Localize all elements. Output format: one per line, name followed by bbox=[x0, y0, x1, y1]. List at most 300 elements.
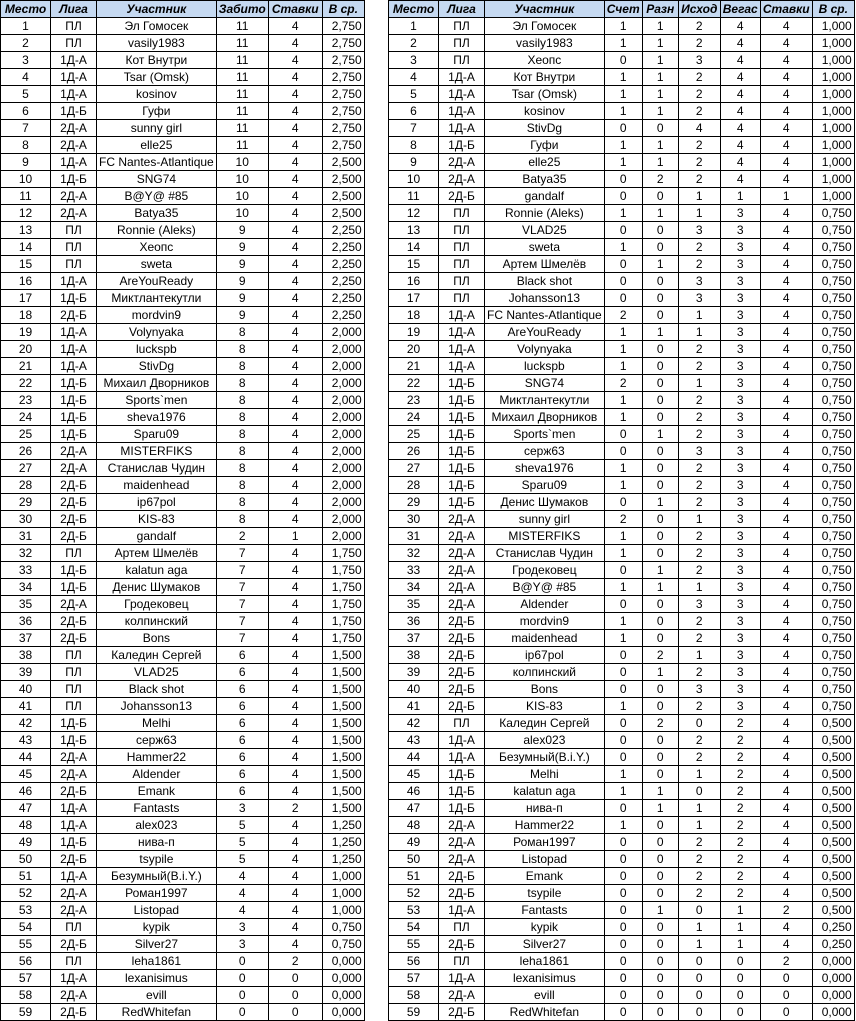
cell-league: 2Д-Б bbox=[51, 783, 97, 800]
cell-difference: 0 bbox=[642, 511, 678, 528]
cell-bets: 4 bbox=[268, 239, 322, 256]
table-row bbox=[1, 324, 365, 341]
cell-league: 2Д-А bbox=[51, 596, 97, 613]
cell-vegas: 3 bbox=[720, 698, 760, 715]
cell-goals: 9 bbox=[216, 239, 268, 256]
cell-difference: 0 bbox=[642, 239, 678, 256]
cell-outcome: 2 bbox=[678, 256, 720, 273]
cell-goals: 11 bbox=[216, 35, 268, 52]
cell-participant: Emank bbox=[97, 783, 217, 800]
cell-average: 2,000 bbox=[322, 511, 364, 528]
cell-league: 2Д-Б bbox=[51, 613, 97, 630]
cell-place: 47 bbox=[1, 800, 51, 817]
cell-bets: 4 bbox=[760, 596, 812, 613]
cell-score: 1 bbox=[604, 18, 642, 35]
table-row bbox=[1, 443, 365, 460]
cell-place: 54 bbox=[1, 919, 51, 936]
cell-participant: Эл Гомосек bbox=[485, 18, 605, 35]
cell-league: 2Д-А bbox=[51, 137, 97, 154]
cell-goals: 6 bbox=[216, 715, 268, 732]
cell-bets: 4 bbox=[760, 290, 812, 307]
cell-place: 34 bbox=[389, 579, 439, 596]
cell-league: 2Д-Б bbox=[439, 664, 485, 681]
cell-place: 53 bbox=[389, 902, 439, 919]
cell-average: 2,000 bbox=[322, 358, 364, 375]
table-row bbox=[1, 766, 365, 783]
cell-score: 2 bbox=[604, 375, 642, 392]
cell-average: 0,750 bbox=[812, 222, 854, 239]
cell-bets: 4 bbox=[760, 817, 812, 834]
cell-difference: 0 bbox=[642, 460, 678, 477]
cell-average: 2,000 bbox=[322, 528, 364, 545]
cell-league: 1Д-Б bbox=[439, 800, 485, 817]
cell-difference: 1 bbox=[642, 154, 678, 171]
cell-participant: Johansson13 bbox=[97, 698, 217, 715]
cell-average: 0,750 bbox=[812, 205, 854, 222]
cell-league: 1Д-Б bbox=[51, 579, 97, 596]
cell-outcome: 2 bbox=[678, 392, 720, 409]
cell-place: 14 bbox=[389, 239, 439, 256]
cell-average: 2,750 bbox=[322, 120, 364, 137]
table-row bbox=[389, 664, 855, 681]
cell-outcome: 2 bbox=[678, 885, 720, 902]
cell-league: 1Д-А bbox=[439, 307, 485, 324]
cell-league: 1Д-А bbox=[51, 970, 97, 987]
cell-outcome: 3 bbox=[678, 52, 720, 69]
cell-bets: 2 bbox=[760, 953, 812, 970]
cell-place: 7 bbox=[389, 120, 439, 137]
cell-place: 5 bbox=[389, 86, 439, 103]
cell-goals: 6 bbox=[216, 681, 268, 698]
cell-place: 32 bbox=[389, 545, 439, 562]
cell-league: 1Д-Б bbox=[439, 375, 485, 392]
cell-goals: 8 bbox=[216, 341, 268, 358]
cell-average: 0,750 bbox=[812, 392, 854, 409]
cell-outcome: 2 bbox=[678, 834, 720, 851]
cell-vegas: 1 bbox=[720, 936, 760, 953]
cell-participant: RedWhitefan bbox=[485, 1004, 605, 1021]
cell-vegas: 4 bbox=[720, 103, 760, 120]
cell-league: 1Д-Б bbox=[51, 392, 97, 409]
cell-average: 1,750 bbox=[322, 545, 364, 562]
cell-difference: 1 bbox=[642, 256, 678, 273]
cell-average: 1,250 bbox=[322, 834, 364, 851]
header-bets: Ставки bbox=[760, 1, 812, 18]
cell-score: 0 bbox=[604, 52, 642, 69]
cell-place: 22 bbox=[389, 375, 439, 392]
cell-average: 1,750 bbox=[322, 613, 364, 630]
cell-difference: 0 bbox=[642, 443, 678, 460]
cell-place: 51 bbox=[389, 868, 439, 885]
cell-participant: Артем Шмелёв bbox=[97, 545, 217, 562]
cell-score: 0 bbox=[604, 256, 642, 273]
cell-participant: VLAD25 bbox=[485, 222, 605, 239]
cell-bets: 4 bbox=[760, 936, 812, 953]
table-row bbox=[389, 783, 855, 800]
cell-bets: 4 bbox=[268, 188, 322, 205]
table-row bbox=[389, 171, 855, 188]
cell-bets: 4 bbox=[268, 902, 322, 919]
table-body bbox=[389, 18, 855, 1021]
cell-goals: 0 bbox=[216, 970, 268, 987]
cell-goals: 10 bbox=[216, 205, 268, 222]
cell-place: 18 bbox=[389, 307, 439, 324]
cell-bets: 4 bbox=[760, 341, 812, 358]
cell-league: 1Д-Б bbox=[51, 732, 97, 749]
cell-bets: 4 bbox=[760, 35, 812, 52]
cell-outcome: 2 bbox=[678, 18, 720, 35]
cell-place: 39 bbox=[389, 664, 439, 681]
cell-goals: 6 bbox=[216, 664, 268, 681]
table-row bbox=[1, 800, 365, 817]
cell-goals: 10 bbox=[216, 188, 268, 205]
cell-goals: 11 bbox=[216, 52, 268, 69]
cell-vegas: 2 bbox=[720, 851, 760, 868]
cell-vegas: 3 bbox=[720, 613, 760, 630]
cell-difference: 1 bbox=[642, 205, 678, 222]
cell-bets: 4 bbox=[268, 137, 322, 154]
cell-league: ПЛ bbox=[439, 35, 485, 52]
header-row bbox=[1, 1, 365, 18]
cell-place: 44 bbox=[1, 749, 51, 766]
cell-goals: 6 bbox=[216, 783, 268, 800]
cell-league: ПЛ bbox=[51, 698, 97, 715]
cell-score: 0 bbox=[604, 987, 642, 1004]
cell-participant: sheva1976 bbox=[485, 460, 605, 477]
scoring-table-detail bbox=[388, 0, 855, 1021]
cell-average: 0,500 bbox=[812, 783, 854, 800]
cell-place: 11 bbox=[1, 188, 51, 205]
cell-score: 0 bbox=[604, 494, 642, 511]
cell-average: 0,750 bbox=[812, 256, 854, 273]
cell-average: 0,750 bbox=[812, 647, 854, 664]
cell-place: 46 bbox=[389, 783, 439, 800]
cell-place: 56 bbox=[1, 953, 51, 970]
cell-score: 1 bbox=[604, 409, 642, 426]
cell-league: ПЛ bbox=[51, 18, 97, 35]
cell-goals: 7 bbox=[216, 630, 268, 647]
cell-average: 2,250 bbox=[322, 290, 364, 307]
cell-participant: StivDg bbox=[485, 120, 605, 137]
cell-difference: 0 bbox=[642, 290, 678, 307]
cell-participant: maidenhead bbox=[97, 477, 217, 494]
table-row bbox=[1, 494, 365, 511]
cell-participant: Артем Шмелёв bbox=[485, 256, 605, 273]
cell-score: 0 bbox=[604, 664, 642, 681]
cell-place: 2 bbox=[1, 35, 51, 52]
table-row bbox=[389, 35, 855, 52]
cell-average: 0,500 bbox=[812, 732, 854, 749]
cell-league: 2Д-А bbox=[439, 562, 485, 579]
cell-participant: SNG74 bbox=[485, 375, 605, 392]
table-row bbox=[1, 749, 365, 766]
cell-league: 2Д-Б bbox=[439, 647, 485, 664]
cell-goals: 6 bbox=[216, 732, 268, 749]
cell-participant: Станислав Чудин bbox=[97, 460, 217, 477]
table-header bbox=[389, 1, 855, 18]
cell-participant: Sparu09 bbox=[97, 426, 217, 443]
cell-score: 0 bbox=[604, 715, 642, 732]
cell-bets: 4 bbox=[268, 732, 322, 749]
cell-average: 2,250 bbox=[322, 307, 364, 324]
cell-participant: RedWhitefan bbox=[97, 1004, 217, 1021]
cell-participant: luckspb bbox=[485, 358, 605, 375]
table-row bbox=[389, 52, 855, 69]
cell-vegas: 3 bbox=[720, 375, 760, 392]
cell-participant: Bons bbox=[485, 681, 605, 698]
cell-place: 40 bbox=[389, 681, 439, 698]
cell-average: 0,000 bbox=[322, 987, 364, 1004]
cell-participant: SNG74 bbox=[97, 171, 217, 188]
cell-vegas: 3 bbox=[720, 426, 760, 443]
cell-vegas: 2 bbox=[720, 732, 760, 749]
cell-bets: 4 bbox=[268, 171, 322, 188]
header-difference: Разн bbox=[642, 1, 678, 18]
cell-goals: 0 bbox=[216, 987, 268, 1004]
cell-participant: Sports`men bbox=[97, 392, 217, 409]
cell-participant: kosinov bbox=[97, 86, 217, 103]
cell-vegas: 1 bbox=[720, 902, 760, 919]
cell-participant: kalatun aga bbox=[485, 783, 605, 800]
cell-vegas: 1 bbox=[720, 188, 760, 205]
cell-bets: 4 bbox=[760, 307, 812, 324]
cell-league: 2Д-Б bbox=[439, 630, 485, 647]
cell-bets: 4 bbox=[760, 205, 812, 222]
cell-bets: 4 bbox=[268, 647, 322, 664]
cell-place: 24 bbox=[1, 409, 51, 426]
cell-league: 1Д-А bbox=[439, 120, 485, 137]
table-row bbox=[1, 290, 365, 307]
cell-league: 1Д-А bbox=[51, 800, 97, 817]
cell-vegas: 3 bbox=[720, 409, 760, 426]
cell-vegas: 0 bbox=[720, 1004, 760, 1021]
cell-bets: 4 bbox=[268, 477, 322, 494]
cell-score: 0 bbox=[604, 562, 642, 579]
cell-score: 1 bbox=[604, 205, 642, 222]
cell-place: 15 bbox=[389, 256, 439, 273]
cell-place: 9 bbox=[389, 154, 439, 171]
cell-league: ПЛ bbox=[439, 715, 485, 732]
cell-score: 1 bbox=[604, 698, 642, 715]
cell-score: 1 bbox=[604, 579, 642, 596]
cell-difference: 0 bbox=[642, 188, 678, 205]
table-row bbox=[1, 545, 365, 562]
cell-vegas: 4 bbox=[720, 18, 760, 35]
cell-vegas: 3 bbox=[720, 358, 760, 375]
cell-score: 1 bbox=[604, 783, 642, 800]
cell-bets: 0 bbox=[268, 987, 322, 1004]
cell-bets: 4 bbox=[760, 766, 812, 783]
cell-bets: 4 bbox=[760, 392, 812, 409]
cell-score: 0 bbox=[604, 936, 642, 953]
cell-score: 0 bbox=[604, 188, 642, 205]
cell-place: 17 bbox=[389, 290, 439, 307]
cell-score: 0 bbox=[604, 290, 642, 307]
cell-goals: 9 bbox=[216, 256, 268, 273]
table-row bbox=[389, 511, 855, 528]
cell-participant: Batya35 bbox=[97, 205, 217, 222]
cell-vegas: 2 bbox=[720, 715, 760, 732]
cell-average: 0,000 bbox=[322, 953, 364, 970]
cell-participant: sweta bbox=[97, 256, 217, 273]
cell-score: 1 bbox=[604, 630, 642, 647]
cell-average: 1,000 bbox=[322, 902, 364, 919]
cell-league: 1Д-А bbox=[51, 358, 97, 375]
cell-league: 1Д-Б bbox=[439, 460, 485, 477]
cell-participant: Гуфи bbox=[485, 137, 605, 154]
cell-average: 0,000 bbox=[812, 970, 854, 987]
cell-bets: 4 bbox=[268, 256, 322, 273]
table-row bbox=[1, 392, 365, 409]
table-row bbox=[389, 69, 855, 86]
cell-difference: 1 bbox=[642, 103, 678, 120]
cell-difference: 0 bbox=[642, 885, 678, 902]
cell-league: ПЛ bbox=[51, 545, 97, 562]
cell-league: 2Д-Б bbox=[51, 851, 97, 868]
table-row bbox=[389, 256, 855, 273]
cell-average: 1,500 bbox=[322, 766, 364, 783]
cell-difference: 0 bbox=[642, 936, 678, 953]
cell-place: 22 bbox=[1, 375, 51, 392]
cell-place: 57 bbox=[1, 970, 51, 987]
cell-average: 0,750 bbox=[812, 494, 854, 511]
cell-league: 1Д-А bbox=[51, 324, 97, 341]
cell-difference: 0 bbox=[642, 834, 678, 851]
table-row bbox=[389, 902, 855, 919]
cell-goals: 11 bbox=[216, 18, 268, 35]
cell-place: 24 bbox=[389, 409, 439, 426]
cell-place: 1 bbox=[1, 18, 51, 35]
cell-difference: 2 bbox=[642, 715, 678, 732]
cell-participant: Hammer22 bbox=[97, 749, 217, 766]
cell-participant: Johansson13 bbox=[485, 290, 605, 307]
cell-participant: Роман1997 bbox=[97, 885, 217, 902]
cell-bets: 4 bbox=[268, 664, 322, 681]
cell-league: 2Д-А bbox=[439, 851, 485, 868]
cell-average: 0,750 bbox=[812, 528, 854, 545]
cell-outcome: 1 bbox=[678, 936, 720, 953]
cell-average: 1,750 bbox=[322, 596, 364, 613]
cell-participant: sunny girl bbox=[485, 511, 605, 528]
cell-place: 42 bbox=[1, 715, 51, 732]
cell-bets: 0 bbox=[760, 987, 812, 1004]
cell-participant: Станислав Чудин bbox=[485, 545, 605, 562]
cell-bets: 4 bbox=[760, 137, 812, 154]
table-row bbox=[389, 273, 855, 290]
table-row bbox=[1, 120, 365, 137]
cell-average: 2,000 bbox=[322, 494, 364, 511]
cell-score: 1 bbox=[604, 477, 642, 494]
cell-place: 30 bbox=[389, 511, 439, 528]
cell-vegas: 3 bbox=[720, 664, 760, 681]
cell-league: 2Д-А bbox=[439, 154, 485, 171]
cell-league: 1Д-А bbox=[51, 273, 97, 290]
cell-place: 27 bbox=[1, 460, 51, 477]
cell-difference: 1 bbox=[642, 69, 678, 86]
cell-participant: Volynyaka bbox=[485, 341, 605, 358]
cell-average: 0,750 bbox=[812, 375, 854, 392]
cell-vegas: 4 bbox=[720, 171, 760, 188]
cell-league: 1Д-Б bbox=[51, 103, 97, 120]
cell-vegas: 3 bbox=[720, 256, 760, 273]
cell-participant: B@Y@ #85 bbox=[485, 579, 605, 596]
cell-place: 37 bbox=[1, 630, 51, 647]
cell-outcome: 1 bbox=[678, 375, 720, 392]
cell-score: 0 bbox=[604, 902, 642, 919]
cell-outcome: 1 bbox=[678, 766, 720, 783]
cell-bets: 4 bbox=[268, 154, 322, 171]
cell-league: 2Д-А bbox=[439, 511, 485, 528]
header-outcome: Исход bbox=[678, 1, 720, 18]
cell-average: 0,500 bbox=[812, 715, 854, 732]
cell-score: 1 bbox=[604, 613, 642, 630]
cell-place: 59 bbox=[1, 1004, 51, 1021]
cell-score: 1 bbox=[604, 239, 642, 256]
cell-difference: 1 bbox=[642, 35, 678, 52]
cell-vegas: 3 bbox=[720, 341, 760, 358]
cell-bets: 4 bbox=[268, 698, 322, 715]
cell-bets: 4 bbox=[760, 409, 812, 426]
cell-participant: Гродековец bbox=[485, 562, 605, 579]
cell-participant: Black shot bbox=[97, 681, 217, 698]
cell-league: 1Д-Б bbox=[439, 392, 485, 409]
cell-average: 2,250 bbox=[322, 239, 364, 256]
cell-place: 40 bbox=[1, 681, 51, 698]
cell-participant: Batya35 bbox=[485, 171, 605, 188]
cell-participant: Михаил Дворников bbox=[485, 409, 605, 426]
cell-vegas: 4 bbox=[720, 35, 760, 52]
cell-average: 2,250 bbox=[322, 273, 364, 290]
cell-vegas: 3 bbox=[720, 392, 760, 409]
cell-average: 0,750 bbox=[812, 358, 854, 375]
cell-average: 2,750 bbox=[322, 103, 364, 120]
header-league: Лига bbox=[51, 1, 97, 18]
cell-league: 1Д-Б bbox=[439, 409, 485, 426]
cell-bets: 4 bbox=[268, 120, 322, 137]
cell-vegas: 3 bbox=[720, 494, 760, 511]
cell-league: 2Д-Б bbox=[439, 698, 485, 715]
cell-bets: 4 bbox=[268, 494, 322, 511]
cell-place: 55 bbox=[1, 936, 51, 953]
cell-average: 2,750 bbox=[322, 52, 364, 69]
header-average: В ср. bbox=[812, 1, 854, 18]
cell-participant: Listopad bbox=[485, 851, 605, 868]
cell-league: 1Д-Б bbox=[439, 783, 485, 800]
cell-participant: StivDg bbox=[97, 358, 217, 375]
table-row bbox=[389, 324, 855, 341]
cell-participant: Melhi bbox=[97, 715, 217, 732]
cell-goals: 8 bbox=[216, 375, 268, 392]
cell-average: 2,750 bbox=[322, 137, 364, 154]
table-row bbox=[1, 698, 365, 715]
cell-average: 0,000 bbox=[812, 987, 854, 1004]
cell-average: 1,000 bbox=[812, 52, 854, 69]
cell-vegas: 1 bbox=[720, 919, 760, 936]
cell-goals: 11 bbox=[216, 120, 268, 137]
cell-goals: 8 bbox=[216, 324, 268, 341]
cell-outcome: 1 bbox=[678, 919, 720, 936]
cell-league: 2Д-Б bbox=[439, 936, 485, 953]
cell-place: 27 bbox=[389, 460, 439, 477]
cell-bets: 4 bbox=[268, 579, 322, 596]
table-row bbox=[389, 1004, 855, 1021]
cell-bets: 4 bbox=[760, 868, 812, 885]
cell-average: 1,500 bbox=[322, 800, 364, 817]
cell-bets: 4 bbox=[268, 511, 322, 528]
cell-participant: VLAD25 bbox=[97, 664, 217, 681]
cell-score: 1 bbox=[604, 154, 642, 171]
cell-league: 2Д-А bbox=[51, 188, 97, 205]
